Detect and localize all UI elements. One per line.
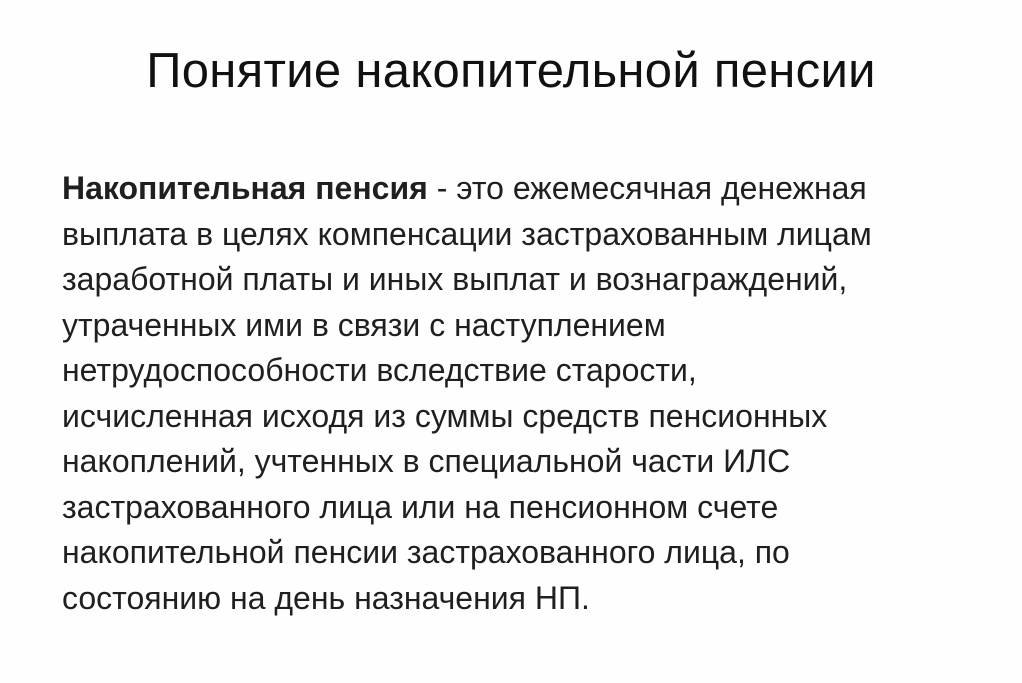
definition-line-2: выплата в целях компенсации застрахованным лицам xyxy=(62,215,872,252)
definition-line-1 xyxy=(62,166,962,212)
definition-line-3: заработной платы и иных выплат и вознаграждений, xyxy=(62,261,848,297)
definition-line-5: нетрудоспособности вследствие старости, xyxy=(62,352,697,388)
definition-line-10: состоянию на день назначения НП. xyxy=(62,579,590,616)
definition-line-8: застрахованного лица или на пенсионном счете xyxy=(62,488,779,525)
definition-line-7: накоплений, учтенных в специальной части ИЛС xyxy=(62,443,791,479)
definition-line-9: накопительной пенсии застрахованного лица, по xyxy=(62,534,790,570)
definition-text xyxy=(62,166,962,621)
definition-term: Накопительная пенсия xyxy=(62,170,428,206)
slide-title: Понятие накопительной пенсии xyxy=(146,44,876,98)
definition-line-4: утраченных ими в связи с наступлением xyxy=(62,306,666,343)
definition-first-line-rest: - это ежемесячная денежная xyxy=(427,170,867,206)
definition-line-6: исчисленная исходя из суммы средств пенсионных xyxy=(62,397,828,434)
